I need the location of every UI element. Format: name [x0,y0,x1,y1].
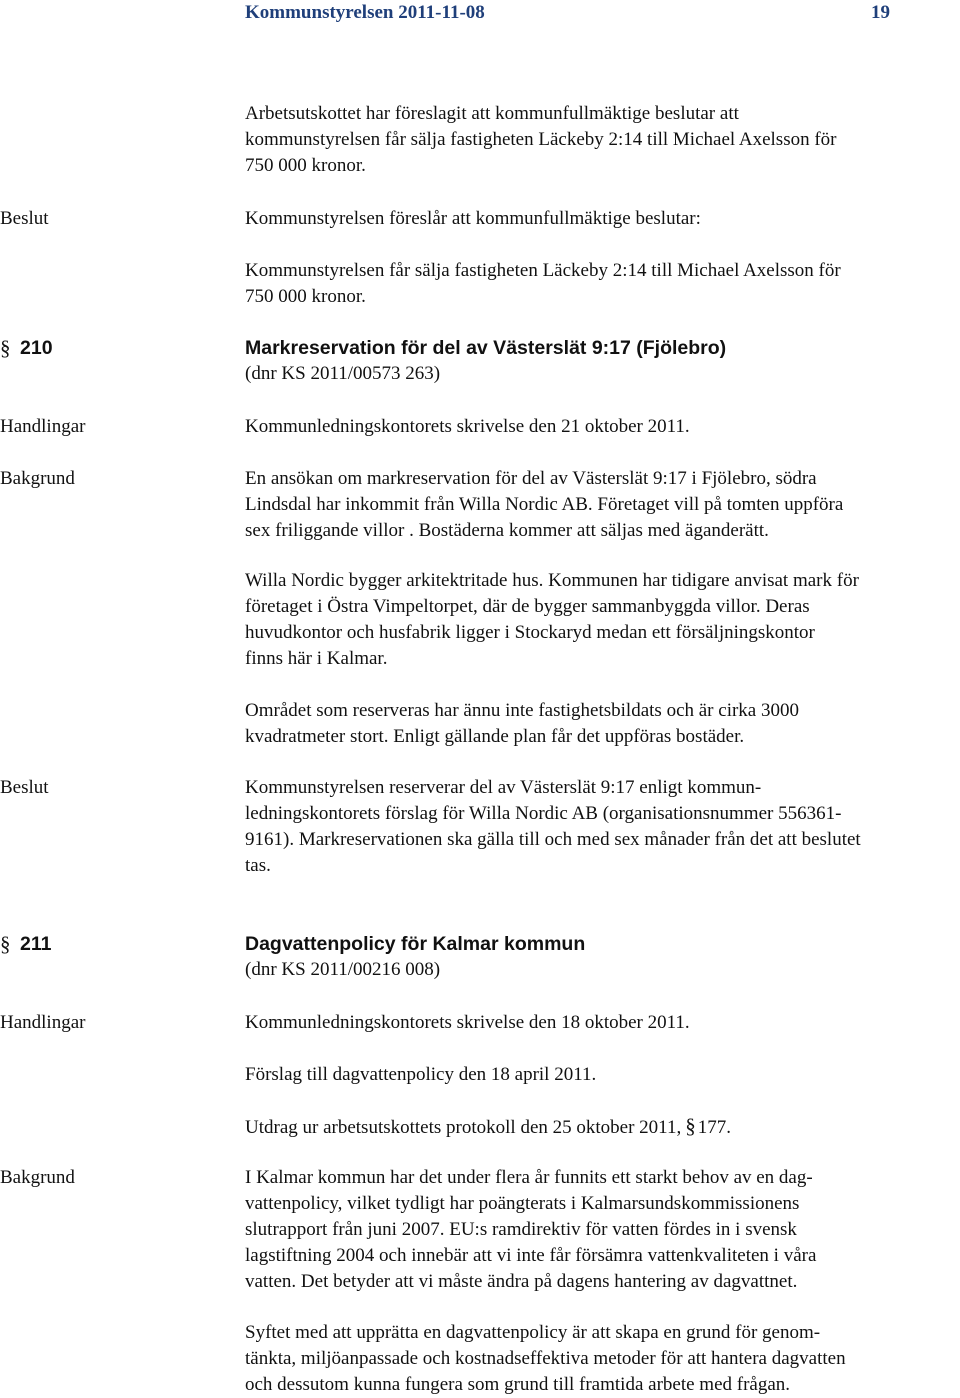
text-line: företaget i Östra Vimpeltorpet, där de bygger sammanbyggda villor. Deras [245,596,810,617]
section-210-bakgrund-p2 [245,568,960,672]
section-sign: § [685,1114,696,1138]
text-line: vattenpolicy, vilket tydligt har poängterats i Kalmarsundskommissionens [245,1193,800,1214]
beslut-label: Beslut [0,777,49,798]
page-number: 19 [871,2,890,23]
text-line: Arbetsutskottet har föreslagit att kommunfullmäktige beslutar att [245,103,739,124]
beslut-1-text [245,206,960,232]
section-sign: § [0,336,11,360]
section-title: Markreservation för del av Västerslät 9:17 (Fjölebro) [245,337,727,359]
text-line: tas. [245,855,271,876]
text-line: 750 000 kronor. [245,286,366,307]
text-line: Kommunstyrelsen reserverar del av Västerslät 9:17 enligt kommun- [245,777,762,798]
section-210-heading [0,334,960,362]
intro-paragraph [245,101,960,179]
section-211-handlingar-2 [245,1062,960,1088]
text-line: Syftet med att upprätta en dagvattenpolicy är att skapa en grund för genom- [245,1322,821,1343]
section-211-heading [0,930,960,958]
text-line: kvadratmeter stort. Enligt gällande plan får det uppföras bostäder. [245,726,745,747]
text-line: Kommunledningskontorets skrivelse den 21 oktober 2011. [245,416,690,437]
handlingar-label: Handlingar [0,1012,86,1033]
handlingar-label: Handlingar [0,416,86,437]
text-line: En ansökan om markreservation för del av Västerslät 9:17 i Fjölebro, södra [245,468,817,489]
text-line: I Kalmar kommun har det under flera år funnits ett starkt behov av en dag- [245,1167,813,1188]
text-line [245,1113,960,1141]
beslut-label: Beslut [0,208,49,229]
text-line: Området som reserveras har ännu inte fastighetsbildats och är cirka 3000 [245,700,799,721]
section-number: 210 [20,337,53,359]
text-segment: 177. [697,1117,731,1138]
section-211-dnr: (dnr KS 2011/00216 008) [245,959,441,980]
text-line: Förslag till dagvattenpolicy den 18 april 2011. [245,1064,597,1085]
text-line: slutrapport från juni 2007. EU:s ramdirektiv för vatten fördes in i svensk [245,1219,797,1240]
text-line: kommunstyrelsen får sälja fastigheten Läckeby 2:14 till Michael Axelsson för [245,129,837,150]
section-210-bakgrund-p3 [245,698,960,750]
page-header [245,2,890,28]
text-line: vatten. Det betyder att vi måste ändra på dagens hantering av dagvattnet. [245,1271,798,1292]
bakgrund-label: Bakgrund [0,468,75,489]
section-211-handlingar-1 [245,1010,960,1036]
bakgrund-label: Bakgrund [0,1167,75,1188]
text-line: 750 000 kronor. [245,155,366,176]
text-line: finns här i Kalmar. [245,648,388,669]
text-line: och dessutom kunna fungera som grund till framtida arbete med frågan. [245,1374,791,1395]
section-sign: § [0,932,11,956]
section-211-bakgrund-p2 [245,1320,960,1398]
text-line: Kommunstyrelsen föreslår att kommunfullmäktige beslutar: [245,208,701,229]
section-210-bakgrund-p1 [245,466,960,544]
text-segment: Utdrag ur arbetsutskottets protokoll den 25 oktober 2011, [245,1117,682,1138]
text-line: ledningskontorets förslag för Willa Nordic AB (organisationsnummer 556361- [245,803,842,824]
text-line: Willa Nordic bygger arkitektritade hus. Kommunen har tidigare anvisat mark för [245,570,859,591]
section-210-handlingar [245,414,960,440]
text-line: tänkta, miljöanpassade och kostnadseffektiva metoder för att hantera dagvatten [245,1348,846,1369]
text-line: Kommunledningskontorets skrivelse den 18 oktober 2011. [245,1012,690,1033]
text-line: Lindsdal har inkommit från Willa Nordic AB. Företaget vill på tomten uppföra [245,494,844,515]
section-210-beslut [245,775,960,879]
section-211-handlingar-3 [245,1113,960,1141]
text-line: sex friliggande villor . Bostäderna kommer att säljas med äganderätt. [245,520,769,541]
section-211-bakgrund-p1 [245,1165,960,1295]
beslut-1-decision [245,258,960,310]
section-number: 211 [20,933,52,955]
text-line: huvudkontor och husfabrik ligger i Stockaryd medan ett försäljningskontor [245,622,815,643]
text-line: 9161). Markreservationen ska gälla till och med sex månader från det att beslutet [245,829,861,850]
section-title: Dagvattenpolicy för Kalmar kommun [245,933,586,955]
header-title: Kommunstyrelsen 2011-11-08 [245,2,485,23]
text-line: Kommunstyrelsen får sälja fastigheten Läckeby 2:14 till Michael Axelsson för [245,260,841,281]
section-210-dnr: (dnr KS 2011/00573 263) [245,363,441,384]
text-line: lagstiftning 2004 och innebär att vi inte får försämra vattenkvaliteten i våra [245,1245,817,1266]
